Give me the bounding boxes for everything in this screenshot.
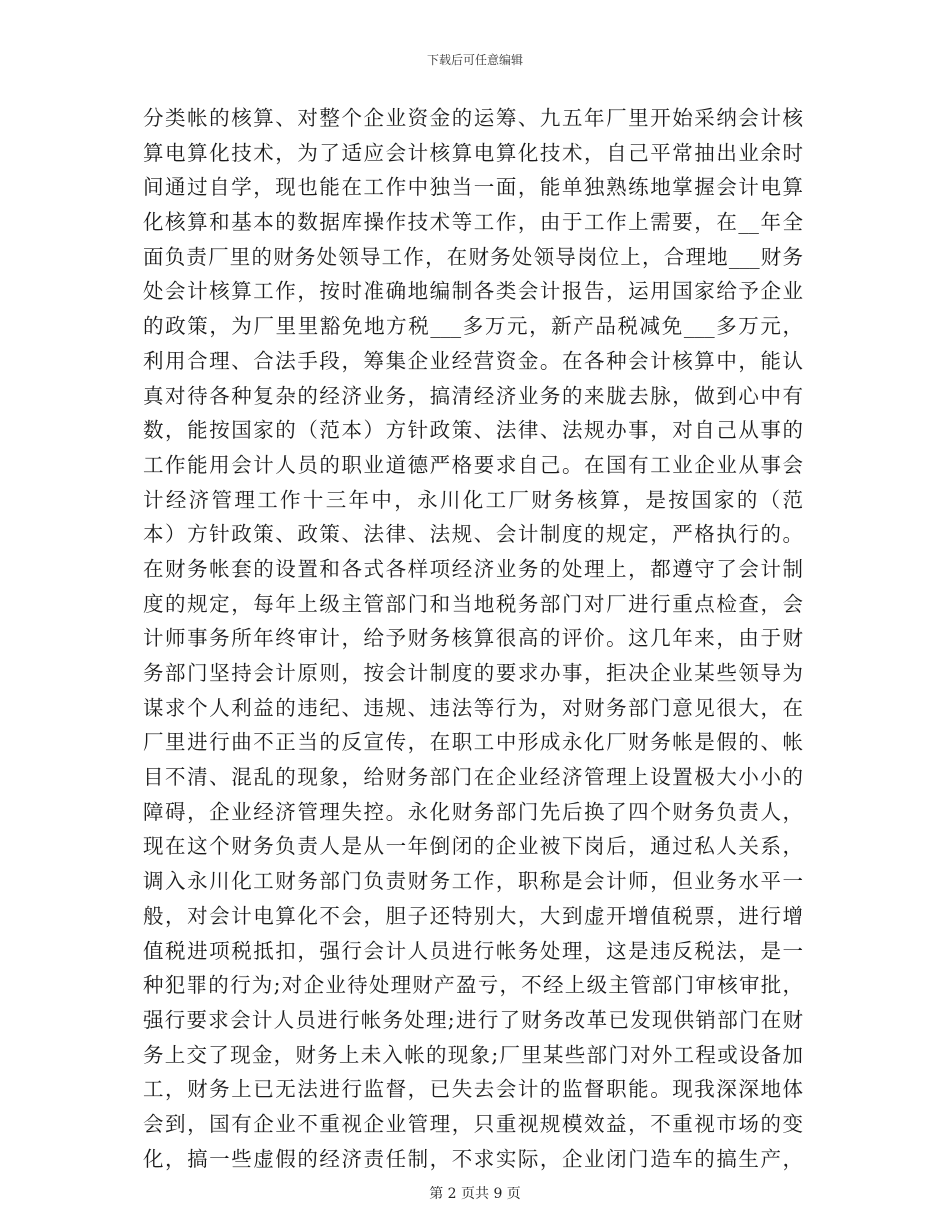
page-number: 第 2 页共 9 页	[429, 1186, 521, 1202]
body-line: 种犯罪的行为;对企业待处理财产盈亏，不经上级主管部门审核审批，	[143, 973, 803, 998]
body-line: 会到，国有企业不重视企业管理，只重视规模效益，不重视市场的变	[143, 1111, 803, 1136]
body-line: 计经济管理工作十三年中，永川化工厂财务核算，是按国家的（范	[143, 487, 803, 512]
body-line: 处会计核算工作，按时准确地编制各类会计报告，运用国家给予企业	[143, 279, 803, 304]
body-line: 在财务帐套的设置和各式各样项经济业务的处理上，都遵守了会计制	[143, 556, 803, 581]
body-line: 现在这个财务负责人是从一年倒闭的企业被下岗后，通过私人关系，	[143, 834, 803, 859]
body-line: 的政策，为厂里里豁免地方税___多万元，新产品税减免___多万元，	[143, 314, 803, 339]
body-line: 间通过自学，现也能在工作中独当一面，能单独熟练地掌握会计电算	[143, 175, 803, 200]
body-line: 本）方针政策、政策、法律、法规、会计制度的规定，严格执行的。	[143, 522, 803, 547]
body-line: 真对待各种复杂的经济业务，搞清经济业务的来胧去脉，做到心中有	[143, 383, 803, 408]
body-line: 工作能用会计人员的职业道德严格要求自己。在国有工业企业从事会	[143, 452, 803, 477]
body-line: 面负责厂里的财务处领导工作，在财务处领导岗位上，合理地___财务	[143, 244, 803, 269]
page-header: 下载后可任意编辑	[426, 53, 523, 67]
body-line: 利用合理、合法手段，筹集企业经营资金。在各种会计核算中，能认	[143, 348, 803, 373]
body-line: 般，对会计电算化不会，胆子还特别大，大到虚开增值税票，进行增	[143, 903, 803, 928]
body-line: 数，能按国家的（范本）方针政策、法律、法规办事，对自己从事的	[143, 418, 803, 443]
body-line: 工，财务上已无法进行监督，已失去会计的监督职能。现我深深地体	[143, 1077, 803, 1102]
body-line: 化，搞一些虚假的经济责任制，不求实际，企业闭门造车的搞生产，	[143, 1146, 803, 1171]
body-line: 务部门坚持会计原则，按会计制度的要求办事，拒决企业某些领导为	[143, 661, 803, 685]
body-line: 谋求个人利益的违纪、违规、违法等行为，对财务部门意见很大，在	[143, 695, 803, 720]
body-line: 调入永川化工财务部门负责财务工作，职称是会计师，但业务水平一	[143, 869, 803, 894]
body-line: 厂里进行曲不正当的反宣传，在职工中形成永化厂财务帐是假的、帐	[143, 730, 803, 755]
body-line: 算电算化技术，为了适应会计核算电算化技术，自己平常抽出业余时	[143, 140, 803, 165]
body-line: 计师事务所年终审计，给予财务核算很高的评价。这几年来，由于财	[143, 626, 803, 651]
body-line: 障碍，企业经济管理失控。永化财务部门先后换了四个财务负责人，	[143, 799, 803, 824]
body-line: 强行要求会计人员进行帐务处理;进行了财务改革已发现供销部门在财	[143, 1007, 803, 1032]
body-line: 务上交了现金，财务上未入帐的现象;厂里某些部门对外工程或设备加	[143, 1042, 803, 1067]
body-line: 度的规定，每年上级主管部门和当地税务部门对厂进行重点检查，会	[143, 591, 803, 616]
body-line: 值税进项税抵扣，强行会计人员进行帐务处理，这是违反税法，是一	[143, 938, 803, 963]
body-line: 目不清、混乱的现象，给财务部门在企业经济管理上设置极大小小的	[143, 765, 803, 790]
document-body	[143, 101, 803, 1176]
body-line: 化核算和基本的数据库操作技术等工作，由于工作上需要，在__年全	[143, 210, 803, 235]
body-line: 分类帐的核算、对整个企业资金的运筹、九五年厂里开始采纳会计核	[143, 106, 803, 130]
